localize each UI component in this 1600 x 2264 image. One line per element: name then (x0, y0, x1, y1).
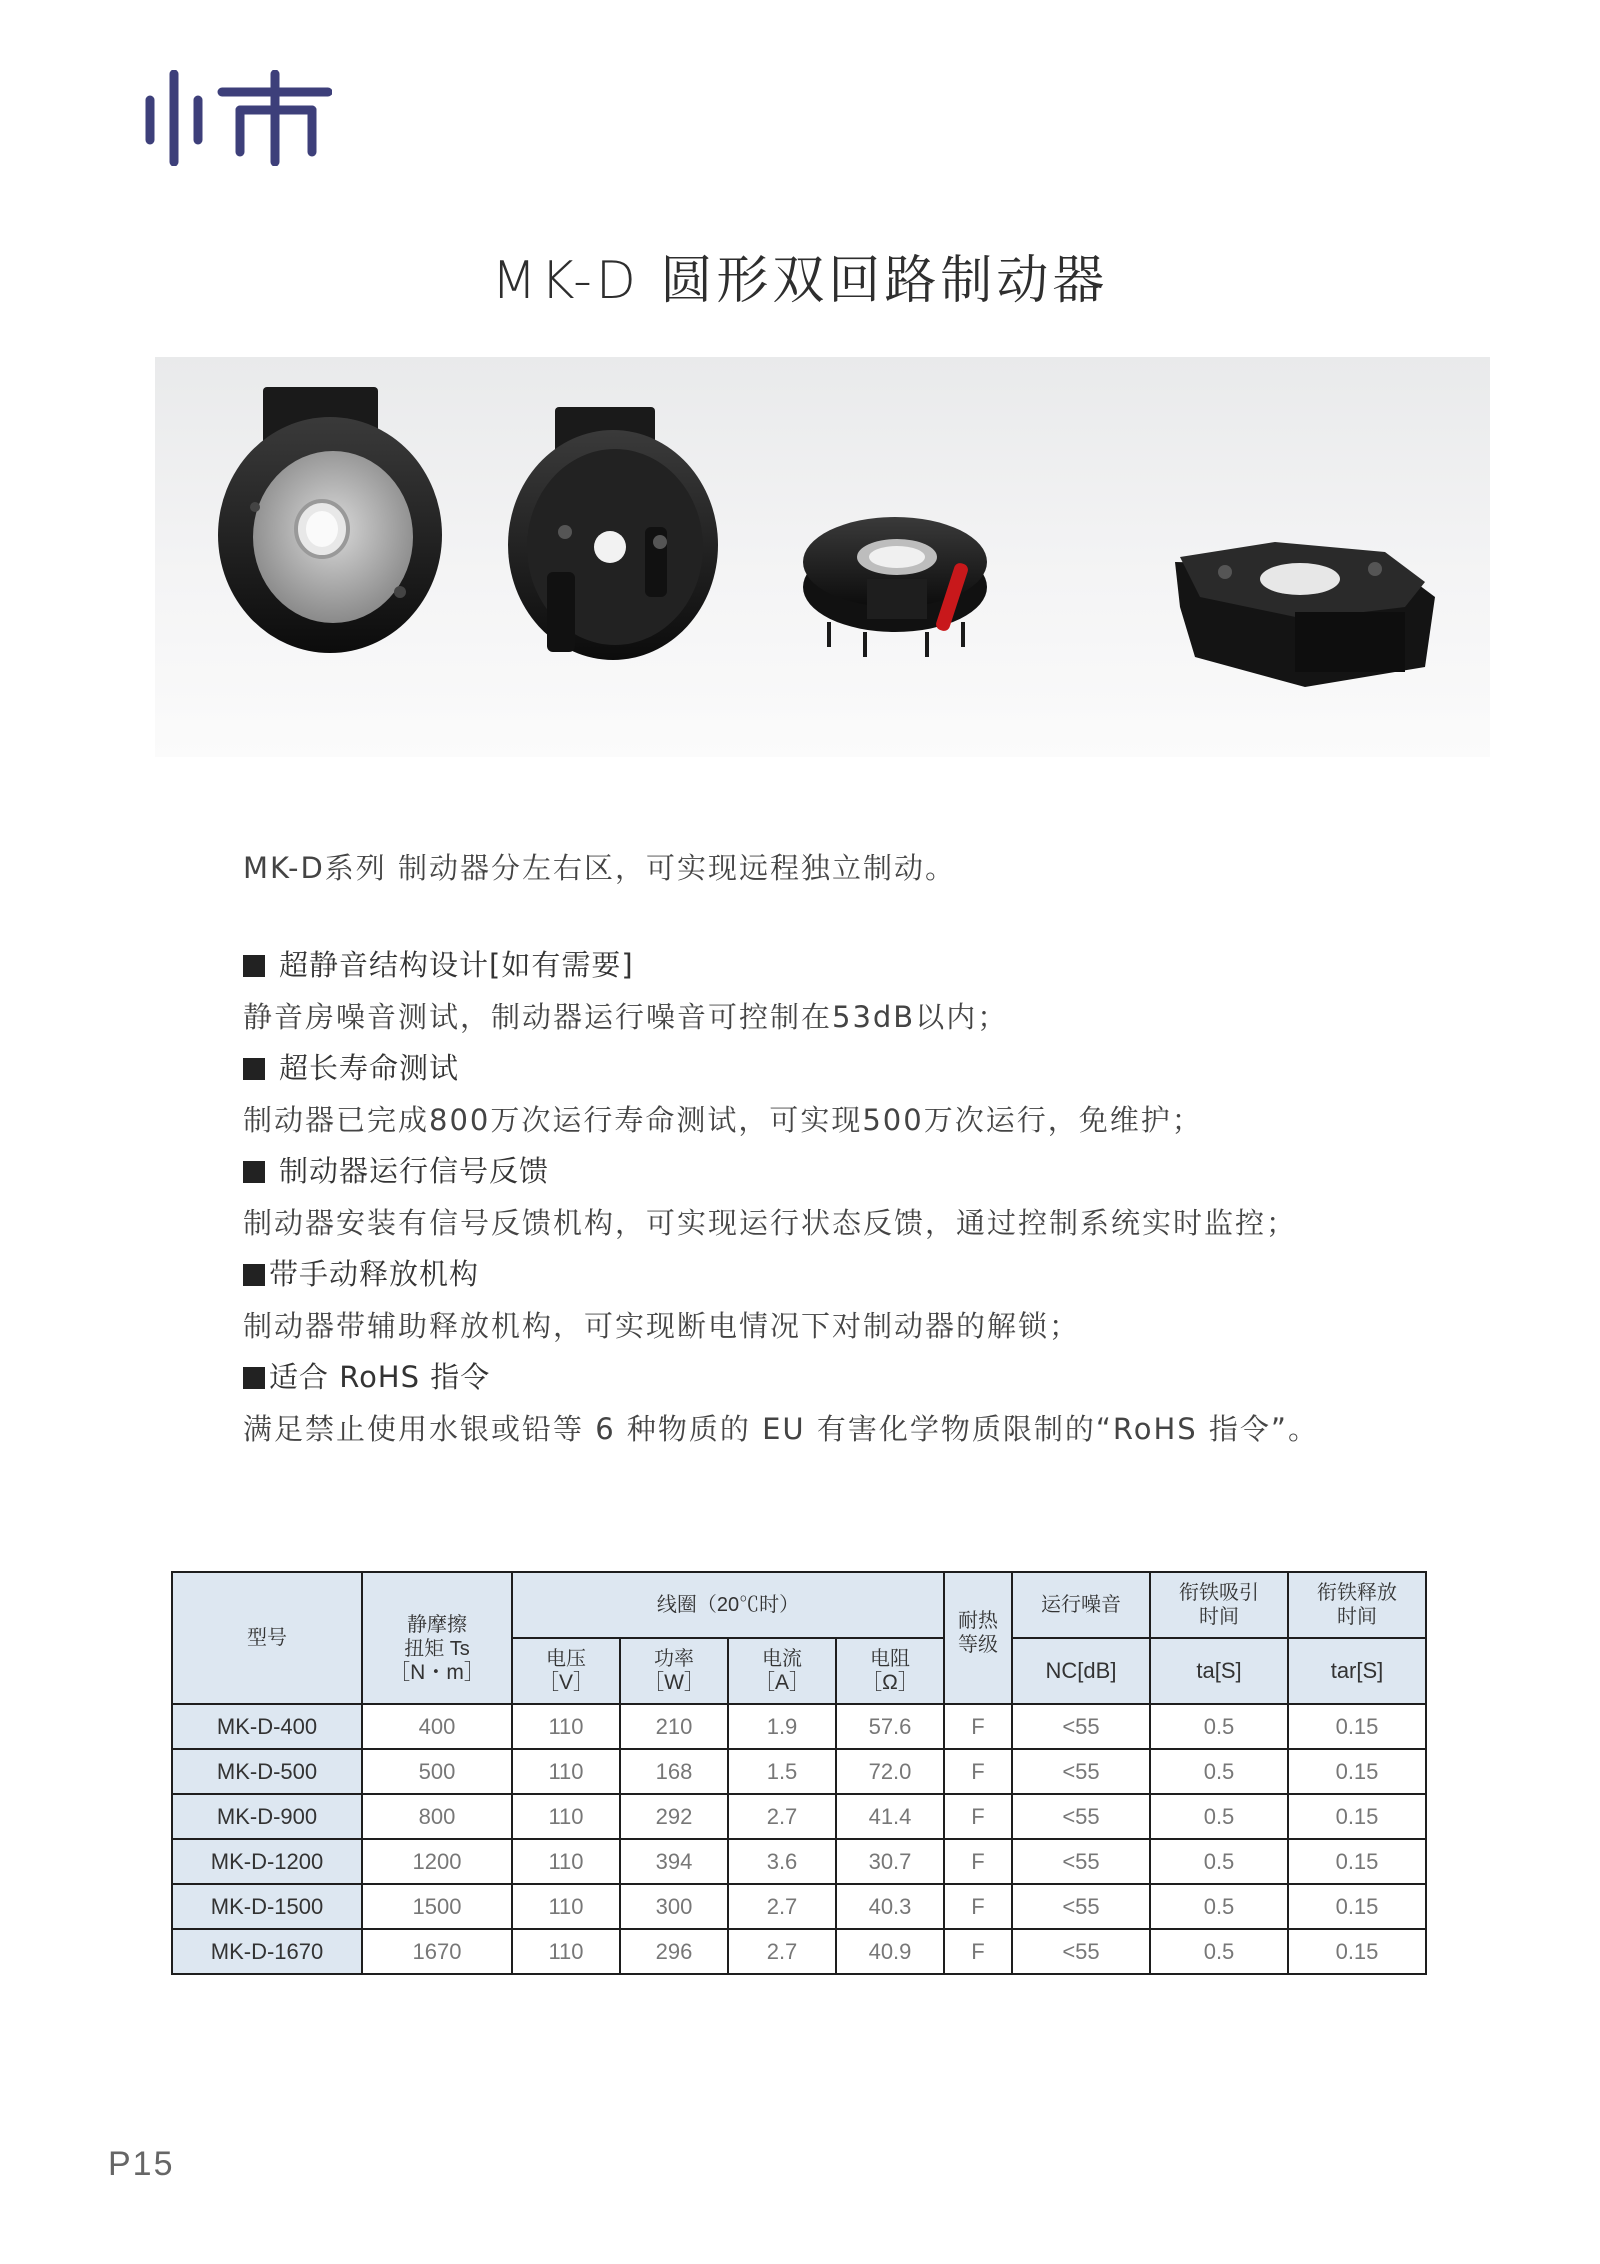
table-cell: F (944, 1839, 1012, 1884)
square-bullet-icon (243, 1161, 265, 1183)
table-cell: <55 (1012, 1884, 1150, 1929)
header-power: 功率 ［W］ (620, 1638, 728, 1704)
table-cell: <55 (1012, 1749, 1150, 1794)
table-cell: 0.15 (1288, 1704, 1426, 1749)
table-cell: 300 (620, 1884, 728, 1929)
table-cell: 1.9 (728, 1704, 836, 1749)
table-cell: 1.5 (728, 1749, 836, 1794)
table-cell: F (944, 1794, 1012, 1839)
header-release-unit: tar[S] (1288, 1638, 1426, 1704)
table-cell: 41.4 (836, 1794, 944, 1839)
table-cell: 1670 (362, 1929, 512, 1974)
model-cell: MK-D-1500 (172, 1884, 362, 1929)
table-cell: 1200 (362, 1839, 512, 1884)
table-cell: 110 (512, 1749, 620, 1794)
square-bullet-icon (243, 1264, 265, 1286)
feature-list (243, 940, 1493, 1455)
table-cell: 500 (362, 1749, 512, 1794)
feature-heading: 超静音结构设计[如有需要] (243, 940, 1493, 992)
model-cell: MK-D-900 (172, 1794, 362, 1839)
header-noise: 运行噪音 (1012, 1572, 1150, 1638)
model-cell: MK-D-400 (172, 1704, 362, 1749)
feature-heading: 适合 RoHS 指令 (243, 1352, 1493, 1404)
product-photo (155, 357, 1490, 757)
model-cell: MK-D-1670 (172, 1929, 362, 1974)
header-coil: 线圈（20℃时） (512, 1572, 944, 1638)
table-cell: 110 (512, 1704, 620, 1749)
feature-heading: 超长寿命测试 (243, 1043, 1493, 1095)
feature-description: 制动器已完成800万次运行寿命测试，可实现500万次运行，免维护； (243, 1102, 1203, 1137)
table-cell: 394 (620, 1839, 728, 1884)
square-bullet-icon (243, 1058, 265, 1080)
table-cell: 110 (512, 1929, 620, 1974)
table-row (172, 1929, 1426, 1974)
table-cell: <55 (1012, 1794, 1150, 1839)
feature-heading: 制动器运行信号反馈 (243, 1146, 1493, 1198)
feature-description: 制动器带辅助释放机构，可实现断电情况下对制动器的解锁； (243, 1308, 1081, 1343)
header-heat-class: 耐热 等级 (944, 1572, 1012, 1704)
page-number: P15 (108, 2145, 175, 2183)
brake-angled-view (1175, 542, 1435, 687)
square-bullet-icon (243, 1367, 265, 1389)
header-attract-time: 衔铁吸引 时间 (1150, 1572, 1288, 1638)
table-cell: 2.7 (728, 1884, 836, 1929)
table-cell: 800 (362, 1794, 512, 1839)
table-cell: 57.6 (836, 1704, 944, 1749)
table-cell: 1500 (362, 1884, 512, 1929)
table-cell: 40.9 (836, 1929, 944, 1974)
table-cell: 296 (620, 1929, 728, 1974)
table-cell: 168 (620, 1749, 728, 1794)
brand-logo (142, 70, 332, 166)
table-cell: 2.7 (728, 1794, 836, 1839)
table-cell: 30.7 (836, 1839, 944, 1884)
model-cell: MK-D-500 (172, 1749, 362, 1794)
header-voltage: 电压 ［V］ (512, 1638, 620, 1704)
table-cell: 110 (512, 1839, 620, 1884)
table-cell: 0.15 (1288, 1839, 1426, 1884)
table-cell: 110 (512, 1794, 620, 1839)
header-torque: 静摩擦 扭矩 Ts ［N・m］ (362, 1572, 512, 1704)
table-cell: <55 (1012, 1839, 1150, 1884)
table-cell: 110 (512, 1884, 620, 1929)
table-row (172, 1884, 1426, 1929)
square-bullet-icon (243, 955, 265, 977)
table-cell: F (944, 1884, 1012, 1929)
table-cell: 0.15 (1288, 1749, 1426, 1794)
table-cell: 72.0 (836, 1749, 944, 1794)
table-cell: 0.15 (1288, 1884, 1426, 1929)
feature-description: 静音房噪音测试，制动器运行噪音可控制在53dB以内； (243, 999, 1009, 1034)
table-cell: F (944, 1929, 1012, 1974)
header-attract-unit: ta[S] (1150, 1638, 1288, 1704)
intro-text: MK-D系列 制动器分左右区，可实现远程独立制动。 (243, 851, 957, 885)
table-cell: 0.5 (1150, 1794, 1288, 1839)
table-row (172, 1794, 1426, 1839)
table-cell: 0.5 (1150, 1749, 1288, 1794)
header-model: 型号 (172, 1572, 362, 1704)
brake-back-view (508, 407, 718, 660)
header-resistance: 电阻 ［Ω］ (836, 1638, 944, 1704)
table-cell: 2.7 (728, 1929, 836, 1974)
header-current: 电流 ［A］ (728, 1638, 836, 1704)
header-noise-unit: NC[dB] (1012, 1638, 1150, 1704)
table-cell: 0.15 (1288, 1794, 1426, 1839)
table-cell: F (944, 1749, 1012, 1794)
brake-top-view (803, 517, 987, 657)
table-cell: <55 (1012, 1929, 1150, 1974)
table-cell: <55 (1012, 1704, 1150, 1749)
table-row (172, 1704, 1426, 1749)
feature-heading: 带手动释放机构 (243, 1249, 1493, 1301)
table-cell: 3.6 (728, 1839, 836, 1884)
feature-description: 满足禁止使用水银或铅等 6 种物质的 EU 有害化学物质限制的“RoHS 指令”。 (243, 1411, 1319, 1446)
brake-front-view (218, 387, 442, 653)
table-cell: 40.3 (836, 1884, 944, 1929)
table-row (172, 1749, 1426, 1794)
model-cell: MK-D-1200 (172, 1839, 362, 1884)
feature-description: 制动器安装有信号反馈机构，可实现运行状态反馈，通过控制系统实时监控； (243, 1205, 1298, 1240)
table-cell: 210 (620, 1704, 728, 1749)
table-row (172, 1839, 1426, 1884)
table-cell: 0.5 (1150, 1839, 1288, 1884)
table-cell: 0.5 (1150, 1884, 1288, 1929)
table-cell: 400 (362, 1704, 512, 1749)
table-cell: 0.15 (1288, 1929, 1426, 1974)
header-release-time: 衔铁释放 时间 (1288, 1572, 1426, 1638)
table-cell: F (944, 1704, 1012, 1749)
spec-table (171, 1571, 1427, 1975)
table-cell: 292 (620, 1794, 728, 1839)
table-cell: 0.5 (1150, 1929, 1288, 1974)
page-title: MK-D 圆形双回路制动器 (491, 251, 1109, 311)
table-cell: 0.5 (1150, 1704, 1288, 1749)
